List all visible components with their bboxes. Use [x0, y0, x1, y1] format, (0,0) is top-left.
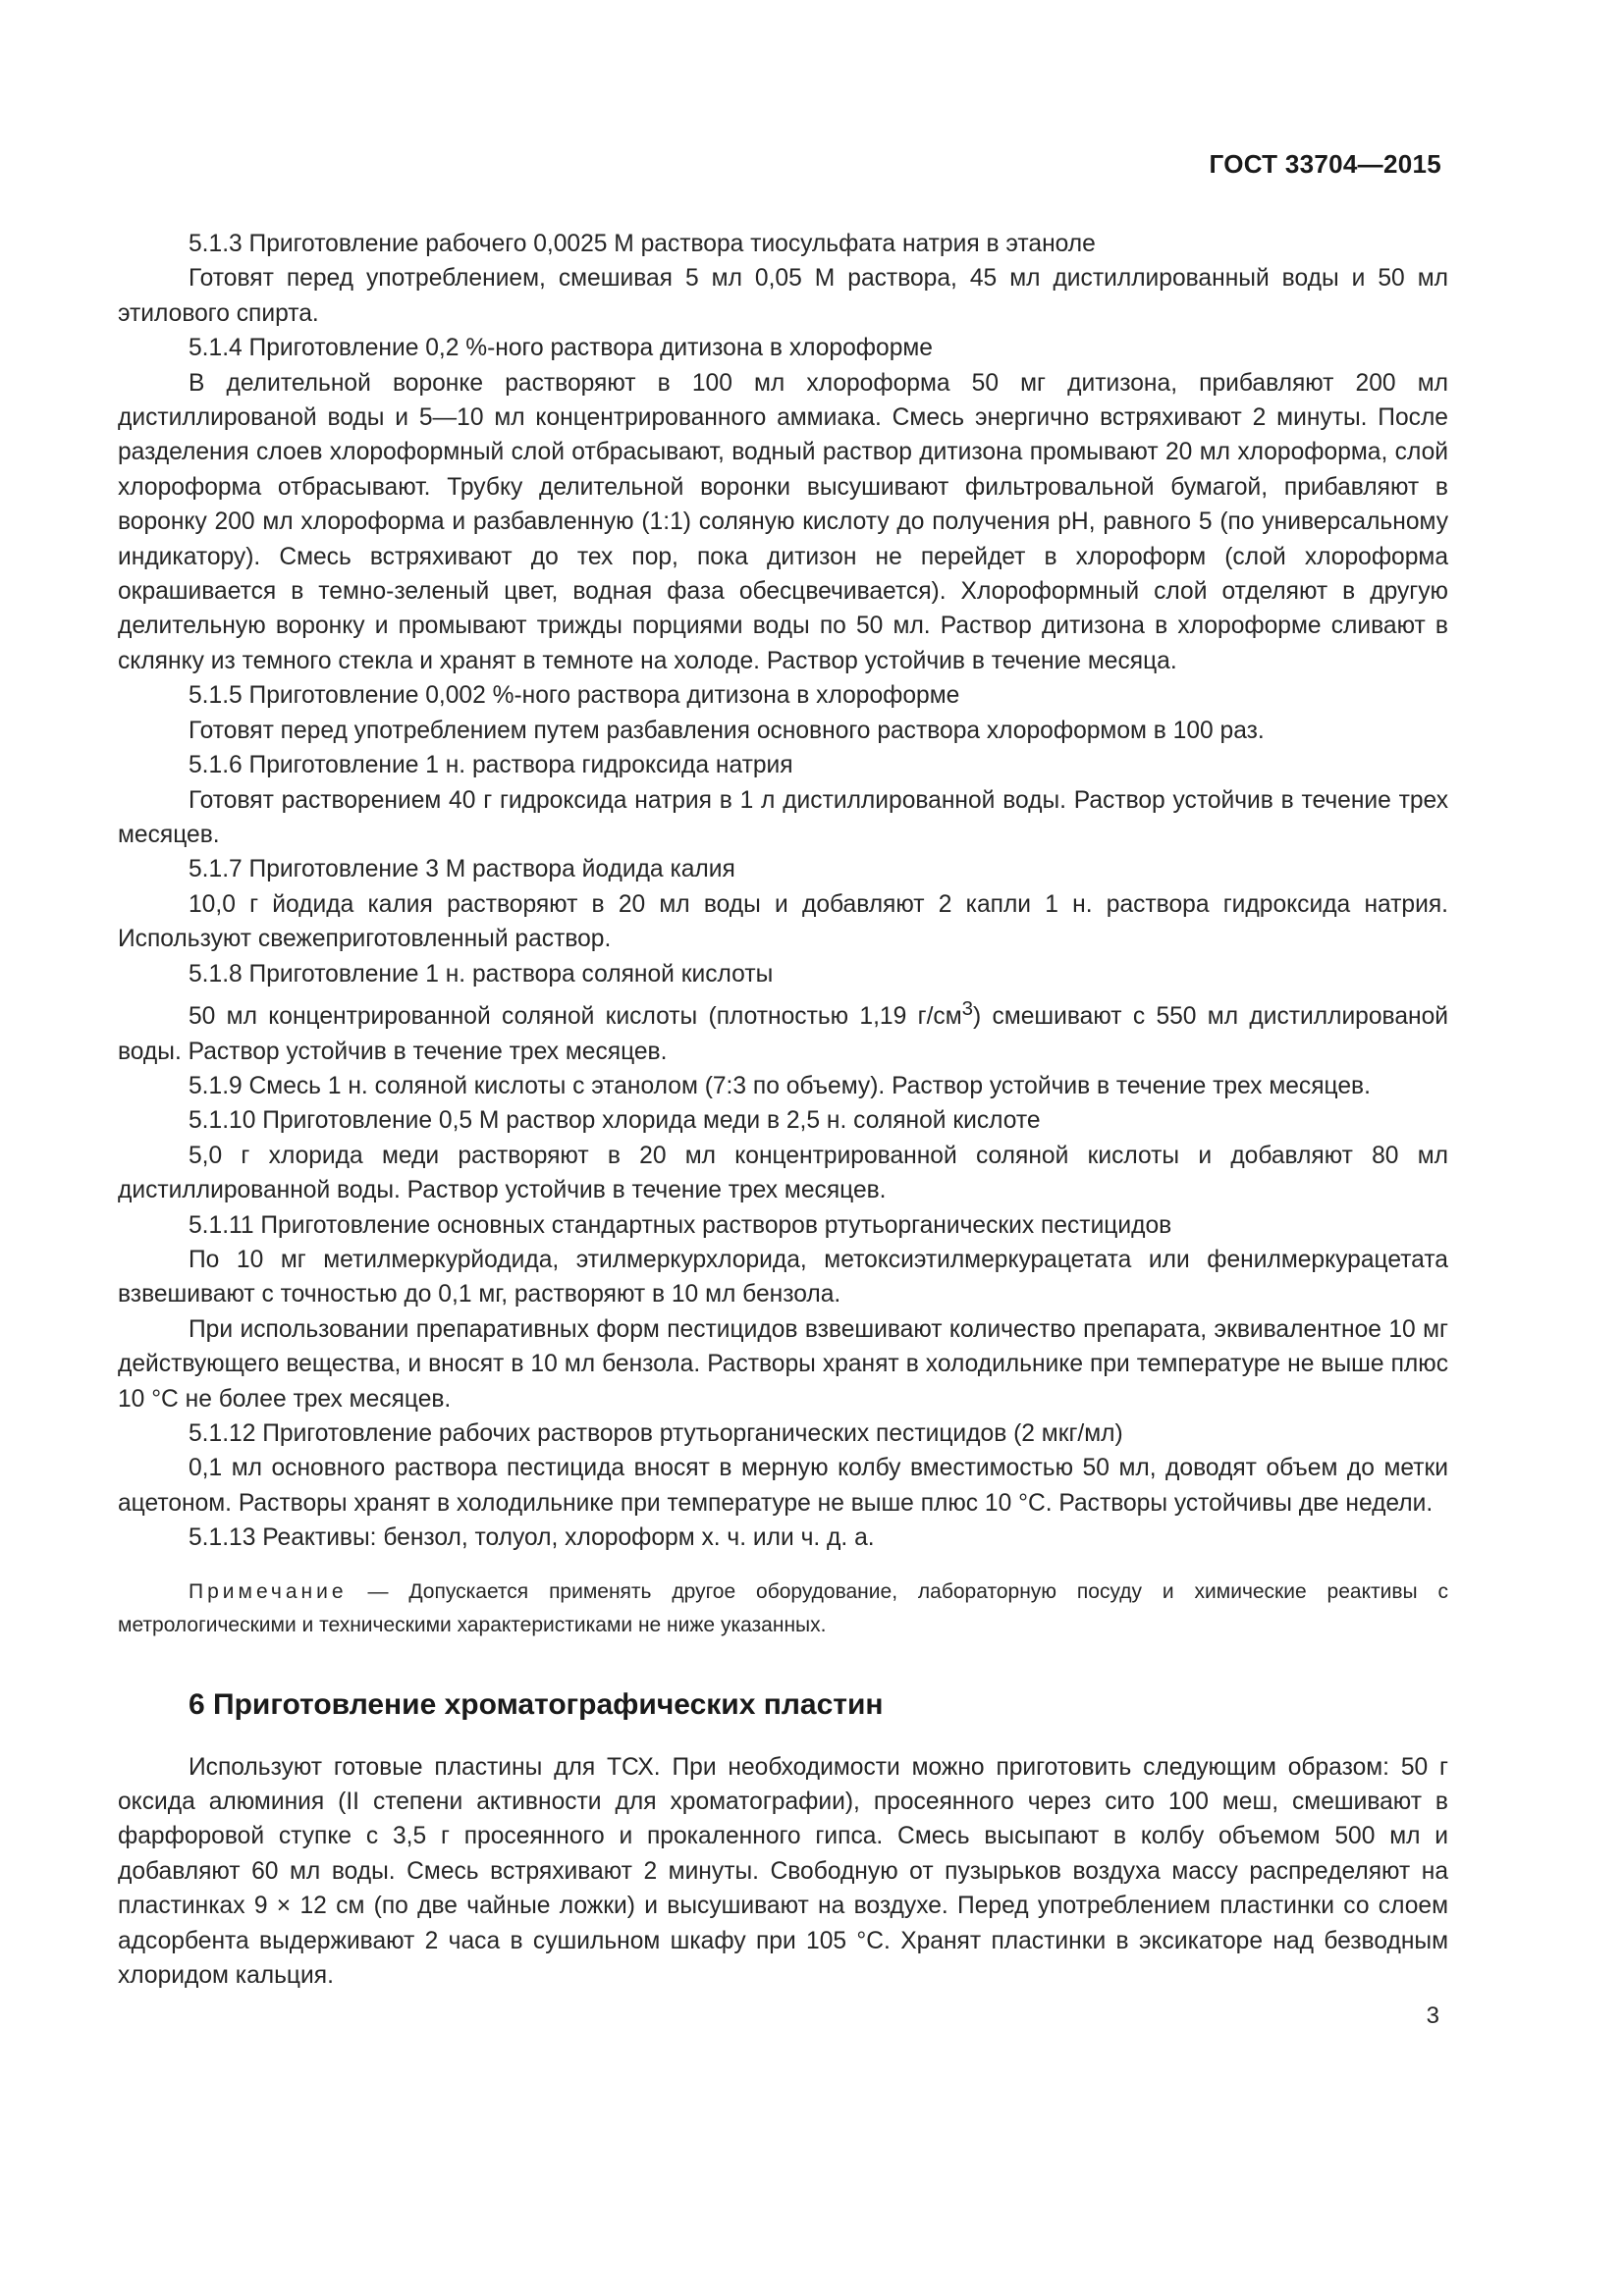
clause-5-1-4-body: В делительной воронке растворяют в 100 мл хлороформа 50 мг дитизона, прибавляют 200 мл дистиллированой воды и 5—10 мл концентрированного аммиака. Смесь энергично встряхивают 2 минуты. После разделения слоев хлороформный слой отбрасывают, водный раствор дитизона промывают 20 мл хлороформа, слой хлороформа отбрасывают. Трубку делительной воронки высушивают фильтровальной бумагой, прибавляют в воронку 200 мл хлороформа и разбавленную (1:1) соляную кислоту до получения pH, равного 5 (по универсальному индикатору). Смесь встряхивают до тех пор, пока дитизон не перейдет в хлороформ (слой хлороформа окрашивается в темно-зеленый цвет, водная фаза обесцвечивается). Хлороформный слой отделяют в другую делительную воронку и промывают трижды порциями воды по 50 мл. Раствор дитизона в хлороформе сливают в склянку из темного стекла и хранят в темноте на холоде. Раствор устойчив в течение месяца. — [118, 369, 1448, 674]
clause-5-1-7-body: 10,0 г йодида калия растворяют в 20 мл воды и добавляют 2 капли 1 н. раствора гидроксида натрия. Используют свежеприготовленный раствор. — [118, 890, 1448, 953]
clause-5-1-11-body-2: При использовании препаративных форм пестицидов взвешивают количество препарата, эквивалентное 10 мг действующего вещества, и вносят в 10 мл бензола. Растворы хранят в холодильнике при температуре не выше плюс 10 °С не более трех месяцев. — [118, 1315, 1448, 1413]
clause-5-1-3-body: Готовят перед употреблением, смешивая 5 мл 0,05 М раствора, 45 мл дистиллированный воды и 50 мл этилового спирта. — [118, 265, 1448, 327]
page-content — [118, 227, 1448, 1993]
section-6-title: 6 Приготовление хроматографических пластин — [189, 1687, 884, 1721]
clause-5-1-4-title: 5.1.4 Приготовление 0,2 %-ного раствора дитизона в хлороформе — [189, 335, 933, 362]
hcl-superscript: 3 — [961, 996, 974, 1020]
clause-5-1-10-body: 5,0 г хлорида меди растворяют в 20 мл концентрированной соляной кислоты и добавляют 80 мл дистиллированной воды. Раствор устойчив в течение трех месяцев. — [118, 1142, 1448, 1204]
hcl-text-after: ) смешивают с 550 мл дистиллированой воды. Раствор устойчив в течение трех месяцев. — [118, 1003, 1449, 1065]
clause-5-1-8-body — [118, 991, 1448, 1069]
clause-5-1-6-body: Готовят растворением 40 г гидроксида натрия в 1 л дистиллированной воды. Раствор устойчив в течение трех месяцев. — [118, 786, 1448, 848]
clause-5-1-10-title: 5.1.10 Приготовление 0,5 М раствор хлорида меди в 2,5 н. соляной кислоте — [189, 1107, 1041, 1135]
clause-5-1-12-body: 0,1 мл основного раствора пестицида вносят в мерную колбу вместимостью 50 мл, доводят объем до метки ацетоном. Растворы хранят в холодильнике при температуре не выше плюс 10 °С. Растворы устойчивы две недели. — [118, 1455, 1448, 1517]
clause-5-1-11-body: По 10 мг метилмеркурйодида, этилмеркурхлорида, метоксиэтилмеркурацетата или фенилмеркурацетата взвешивают с точностью до 0,1 мг, растворяют в 10 мл бензола. — [118, 1246, 1448, 1308]
section-6-body: Используют готовые пластины для ТСХ. При необходимости можно приготовить следующим образом: 50 г оксида алюминия (II степени активности для хроматографии), просеянного через сито 100 меш, смешивают в фарфоровой ступке с 3,5 г просеянного и прокаленного гипса. Смесь высыпают в колбу объемом 500 мл и добавляют 60 мл воды. Смесь встряхивают 2 минуты. Свободную от пузырьков воздуха массу распределяют на пластинках 9 × 12 см (по две чайные ложки) и высушивают на воздухе. Перед употреблением пластинки со слоем адсорбента выдерживают 2 часа в сушильном шкафу при 105 °С. Хранят пластинки в эксикаторе над безводным хлоридом кальция. — [118, 1753, 1448, 1990]
clause-5-1-6-title: 5.1.6 Приготовление 1 н. раствора гидроксида натрия — [189, 752, 793, 779]
clause-5-1-3-title: 5.1.3 Приготовление рабочего 0,0025 М раствора тиосульфата натрия в этаноле — [189, 231, 1096, 257]
note — [118, 1575, 1448, 1642]
note-label: Примечание — [189, 1579, 348, 1603]
clause-5-1-7-title: 5.1.7 Приготовление 3 М раствора йодида калия — [189, 856, 735, 883]
page-number: 3 — [1426, 2002, 1439, 2029]
standard-header: ГОСТ 33704—2015 — [1209, 149, 1441, 179]
hcl-text-before: 50 мл концентрированной соляной кислоты (плотностью 1,19 г/см — [189, 1003, 962, 1031]
clause-5-1-9: 5.1.9 Смесь 1 н. соляной кислоты с этанолом (7:3 по объему). Раствор устойчив в течение трех месяцев. — [189, 1072, 1371, 1099]
note-text: — Допускается применять другое оборудование, лабораторную посуду и химические реактивы с метрологическими и техническими характеристиками не ниже указанных. — [118, 1579, 1448, 1636]
clause-5-1-13: 5.1.13 Реактивы: бензол, толуол, хлороформ х. ч. или ч. д. а. — [189, 1524, 875, 1552]
clause-5-1-12-title: 5.1.12 Приготовление рабочих растворов ртутьорганических пестицидов (2 мкг/мл) — [189, 1420, 1123, 1447]
clause-5-1-5-title: 5.1.5 Приготовление 0,002 %-ного раствора дитизона в хлороформе — [189, 682, 960, 710]
clause-5-1-11-title: 5.1.11 Приготовление основных стандартных растворов ртутьорганических пестицидов — [189, 1211, 1172, 1239]
clause-5-1-5-body: Готовят перед употреблением путем разбавления основного раствора хлороформом в 100 раз. — [189, 717, 1265, 744]
clause-5-1-8-title: 5.1.8 Приготовление 1 н. раствора соляной кислоты — [189, 960, 774, 988]
